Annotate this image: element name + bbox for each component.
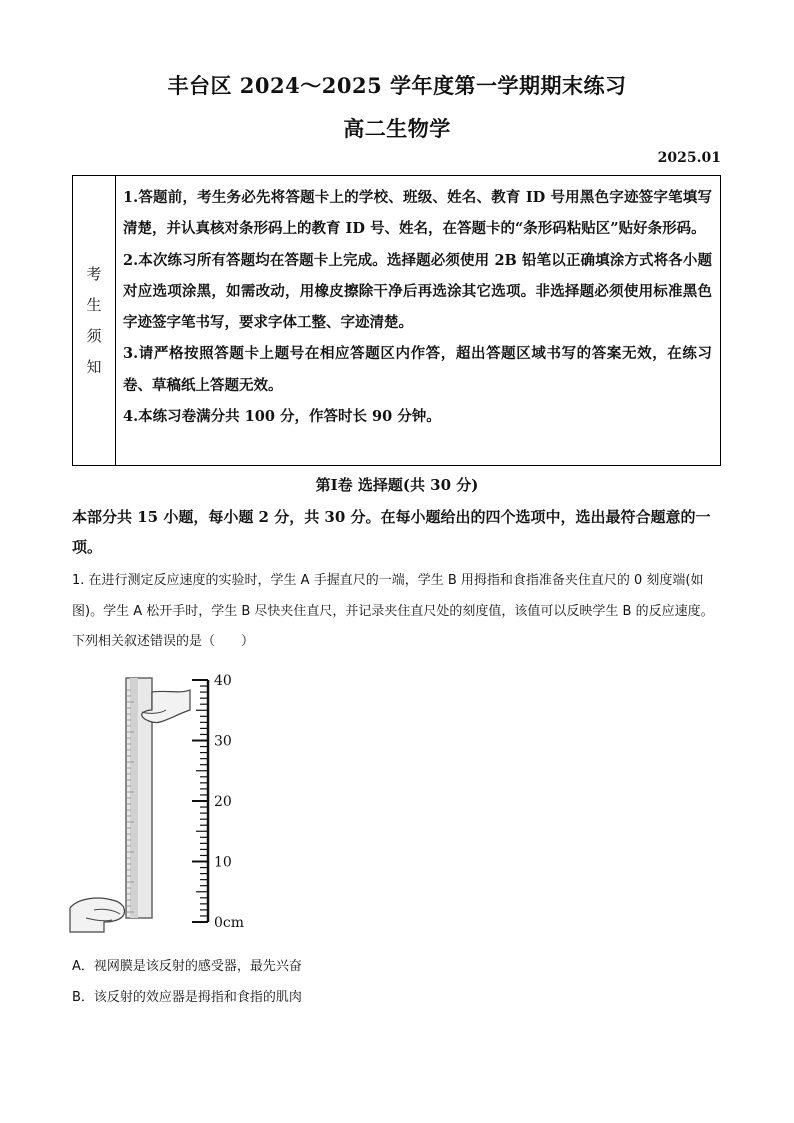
scale-label: 10 (214, 854, 232, 871)
notice-label-char: 知 (86, 357, 102, 376)
notice-item: 3.请严格按照答题卡上题号在相应答题区内作答，超出答题区域书写的答案无效，在练习卷、草稿纸上答题无效。 (123, 345, 712, 394)
scale-label: 30 (214, 733, 232, 750)
option-b: B．该反射的效应器是拇指和食指的肌肉 (72, 990, 302, 1005)
question-1-stem: 1. 在进行测定反应速度的实验时，学生 A 手握直尺的一端，学生 B 用拇指和食指准备夹住直尺的 0 刻度端(如图)。学生 A 松开手时，学生 B 尽快夹住直尺，并记录夹住直尺处的刻度值，该值可以反映学生 B 的反应速度。下列相关叙述错误的是（ ） (72, 573, 714, 649)
section-intro: 本部分共 15 小题，每小题 2 分，共 30 分。在每小题给出的四个选项中，选出最符合题意的一项。 (72, 508, 711, 556)
notice-label-char: 生 (86, 295, 102, 314)
notice-item: 4.本练习卷满分共 100 分，作答时长 90 分钟。 (123, 408, 441, 426)
notice-body (123, 182, 712, 432)
notice-label-char: 考 (86, 264, 102, 283)
notice-label (73, 176, 116, 465)
exam-title: 丰台区 2024～2025 学年度第一学期期末练习 (167, 73, 627, 98)
ruler-experiment-figure (68, 670, 288, 940)
scale-label: 40 (214, 673, 232, 689)
exam-subtitle: 高二生物学 (343, 116, 451, 141)
exam-date: 2025.01 (657, 150, 721, 166)
notice-item: 1.答题前，考生务必先将答题卡上的学校、班级、姓名、教育 ID 号用黑色字迹签字笔填写清楚，并认真核对条形码上的教育 ID 号、姓名，在答题卡的“条形码粘贴区”贴好条形码。 (123, 189, 712, 238)
notice-label-char: 须 (86, 326, 102, 345)
option-a: A．视网膜是该反射的感受器，最先兴奋 (72, 959, 302, 974)
hand-b-icon (70, 898, 125, 932)
candidate-notice-box (72, 175, 721, 466)
notice-item: 2.本次练习所有答题均在答题卡上完成。选择题必须使用 2B 铅笔以正确填涂方式将各小题对应选项涂黑，如需改动，用橡皮擦除干净后再选涂其它选项。非选择题必须使用标准黑色字迹签字笔书写，要求字体工整、字迹清楚。 (123, 251, 712, 332)
scale-label: 0cm (214, 915, 245, 931)
section-title: 第Ⅰ卷 选择题(共 30 分) (315, 476, 479, 494)
scale-label: 20 (214, 794, 232, 810)
